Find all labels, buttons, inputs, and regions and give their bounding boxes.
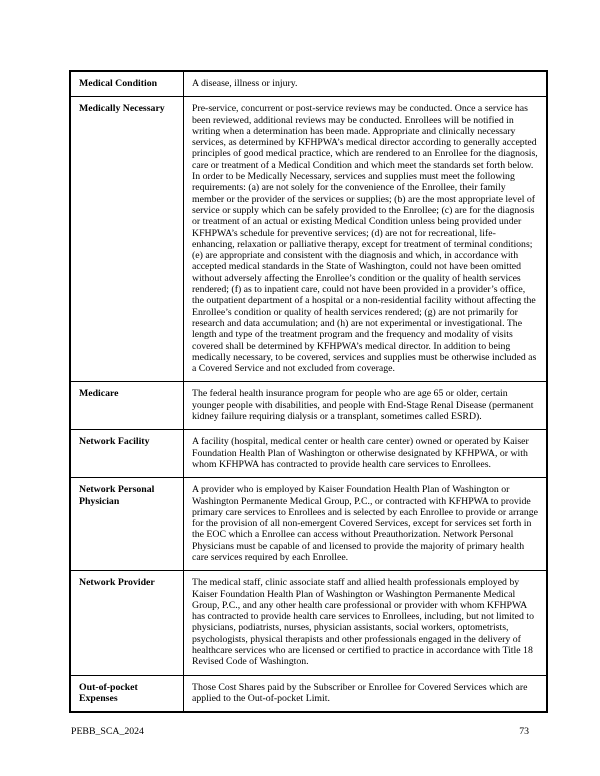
definition-cell: A disease, illness or injury. [184, 71, 548, 97]
footer-document-id: PEBB_SCA_2024 [71, 726, 144, 737]
footer-page-number: 73 [519, 726, 529, 737]
term-cell: Network Provider [70, 571, 184, 675]
term-cell: Medicare [70, 382, 184, 430]
table-row [70, 430, 547, 478]
definitions-table [69, 70, 548, 713]
term-cell: Medically Necessary [70, 97, 184, 382]
table-row [70, 382, 547, 430]
term-cell: Medical Condition [70, 71, 184, 97]
table-row [70, 478, 547, 571]
term-cell: Network Facility [70, 430, 184, 478]
definition-cell: The medical staff, clinic associate staff and allied health professionals employed by Kaiser Foundation Health Plan of Washington or Washington Permanente Medical Group, P.C., and any other health care professional or provider with whom KFHPWA has contracted to provide health care services to Enrollees, including, but not limited to physicians, podiatrists, nurses, physician assistants, social workers, optometrists, psychologists, physical therapists and other professionals engaged in the delivery of healthcare services who are licensed or certified to practice in accordance with Title 18 Revised Code of Washington. [184, 571, 548, 675]
definition-cell: Pre-service, concurrent or post-service reviews may be conducted. Once a service has been reviewed, additional reviews may be conducted. Enrollees will be notified in writing when a determination has been made. Appropriate and clinically necessary services, as determined by KFHPWA’s medical director according to generally accepted principles of good medical practice, which are rendered to an Enrollee for the diagnosis, care or treatment of a Medical Condition and which meet the standards set forth below. In order to be Medically Necessary, services and supplies must meet the following requirements: (a) are not solely for the convenience of the Enrollee, their family member or the provider of the services or supplies; (b) are the most appropriate level of service or supply which can be safely provided to the Enrollee; (c) are for the diagnosis or treatment of an actual or existing Medical Condition unless being provided under KFHPWA’s schedule for preventive services; (d) are not for recreational, life-enhancing, relaxation or palliative therapy, except for treatment of terminal conditions; (e) are appropriate and consistent with the diagnosis and which, in accordance with accepted medical standards in the State of Washington, could not have been omitted without adversely affecting the Enrollee’s condition or the quality of health services rendered; (f) as to inpatient care, could not have been provided in a provider’s office, the outpatient department of a hospital or a non-residential facility without affecting the Enrollee’s condition or quality of health services rendered; (g) are not primarily for research and data accumulation; and (h) are not experimental or investigational. The length and type of the treatment program and the frequency and modality of visits covered shall be determined by KFHPWA’s medical director. In addition to being medically necessary, to be covered, services and supplies must be otherwise included as a Covered Service and not excluded from coverage. [184, 97, 548, 382]
definition-cell: A provider who is employed by Kaiser Foundation Health Plan of Washington or Washington Permanente Medical Group, P.C., or contracted with KFHPWA to provide primary care services to Enrollees and is selected by each Enrollee to provide or arrange for the provision of all non-emergent Covered Services, except for services set forth in the EOC which a Enrollee can access without Preauthorization. Network Personal Physicians must be capable of and licensed to provide the majority of primary health care services required by each Enrollee. [184, 478, 548, 571]
term-cell: Network Personal Physician [70, 478, 184, 571]
page-footer [71, 726, 529, 737]
definition-cell: A facility (hospital, medical center or health care center) owned or operated by Kaiser Foundation Health Plan of Washington or otherwise designated by KFHPWA, or with whom KFHPWA has contracted to provide health care services to Enrollees. [184, 430, 548, 478]
definition-cell: Those Cost Shares paid by the Subscriber or Enrollee for Covered Services which are applied to the Out-of-pocket Limit. [184, 675, 548, 712]
table-row [70, 97, 547, 382]
definition-cell: The federal health insurance program for people who are age 65 or older, certain younger people with disabilities, and people with End-Stage Renal Disease (permanent kidney failure requiring dialysis or a transplant, sometimes called ESRD). [184, 382, 548, 430]
table-row [70, 71, 547, 97]
term-cell: Out-of-pocket Expenses [70, 675, 184, 712]
table-row [70, 571, 547, 675]
table-row [70, 675, 547, 712]
